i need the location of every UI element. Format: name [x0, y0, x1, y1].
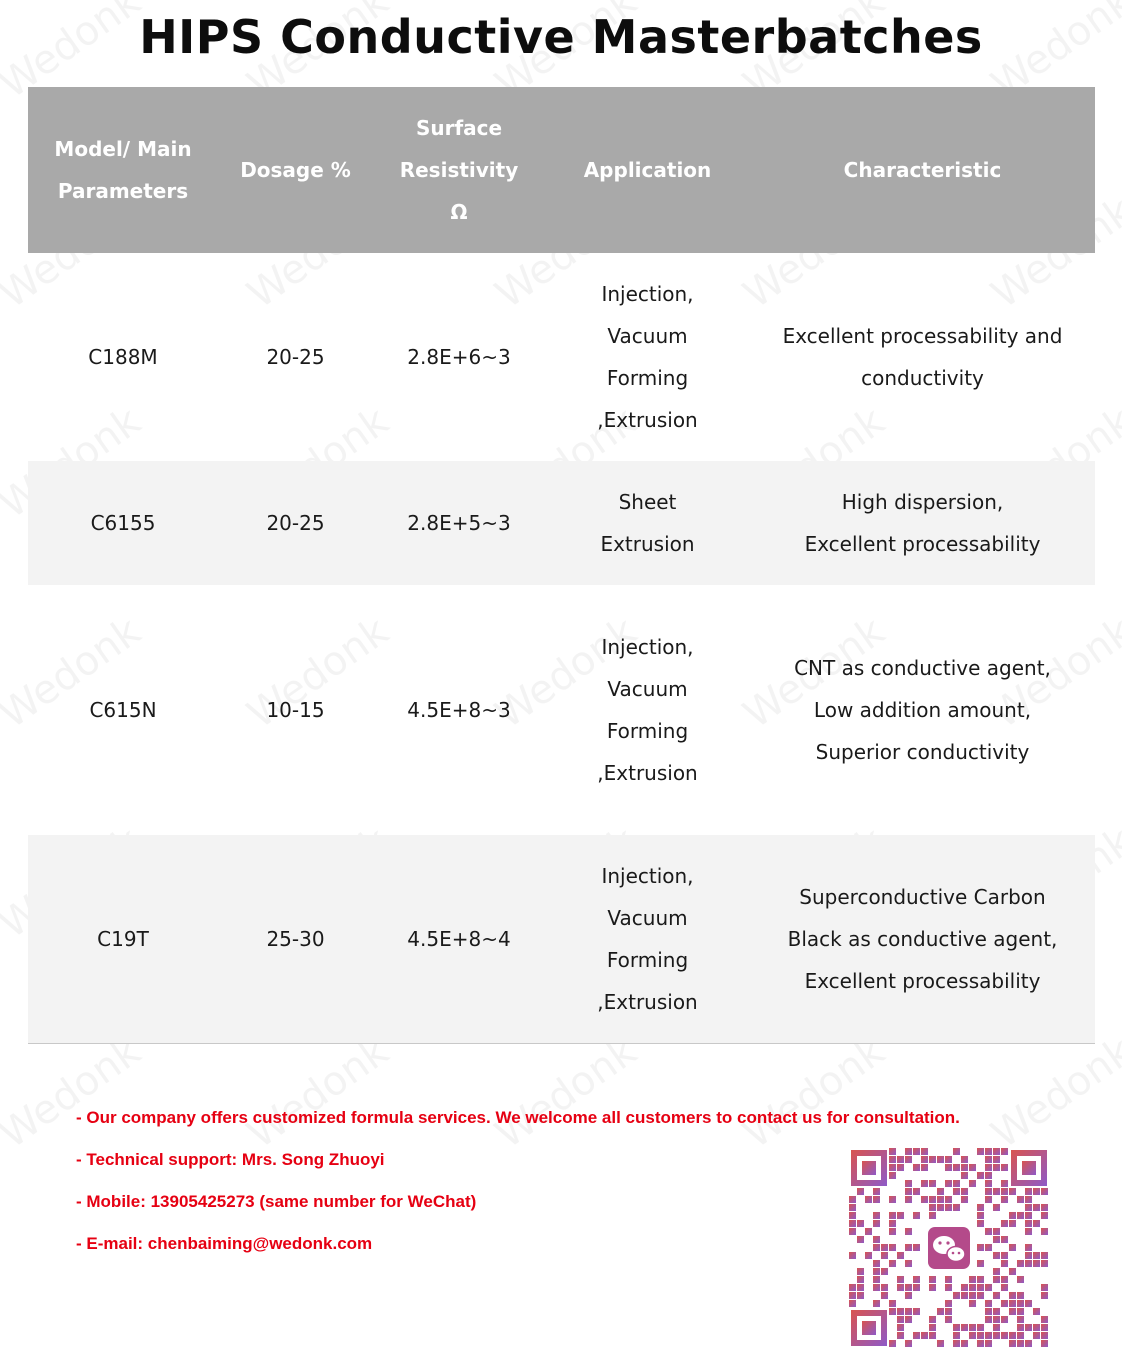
qr-module: [889, 1212, 896, 1219]
qr-module: [913, 1308, 920, 1315]
qr-module: [1017, 1212, 1024, 1219]
qr-module: [1001, 1316, 1008, 1323]
qr-module: [945, 1156, 952, 1163]
qr-module: [881, 1268, 888, 1275]
header-application: Application: [583, 158, 712, 182]
qr-module: [1001, 1252, 1008, 1259]
qr-module: [969, 1284, 976, 1291]
qr-module: [977, 1244, 984, 1251]
qr-module: [961, 1284, 968, 1291]
qr-module: [961, 1292, 968, 1299]
qr-module: [1041, 1284, 1048, 1291]
qr-module: [1001, 1220, 1008, 1227]
watermark-text: [983, 1028, 1122, 1158]
qr-module: [1041, 1332, 1048, 1339]
qr-module: [929, 1156, 936, 1163]
qr-module: [1001, 1284, 1008, 1291]
qr-module: [937, 1340, 944, 1347]
qr-module: [1033, 1220, 1040, 1227]
qr-module: [913, 1148, 920, 1155]
qr-module: [1017, 1316, 1024, 1323]
qr-module: [1025, 1228, 1032, 1235]
qr-module: [905, 1284, 912, 1291]
qr-module: [1001, 1276, 1008, 1283]
qr-module: [1009, 1220, 1016, 1227]
qr-module: [1033, 1188, 1040, 1195]
qr-module: [953, 1188, 960, 1195]
qr-module: [985, 1164, 992, 1171]
qr-module: [921, 1332, 928, 1339]
qr-module: [929, 1276, 936, 1283]
table-row: [28, 585, 1095, 835]
qr-module: [897, 1156, 904, 1163]
qr-module: [1017, 1308, 1024, 1315]
qr-module: [1041, 1204, 1048, 1211]
qr-module: [1041, 1340, 1048, 1347]
qr-module: [937, 1308, 944, 1315]
cell-application: Sheet Extrusion: [600, 490, 695, 556]
cell-model: C188M: [88, 345, 158, 369]
qr-module: [929, 1196, 936, 1203]
qr-module: [897, 1324, 904, 1331]
qr-module: [1025, 1260, 1032, 1267]
qr-module: [985, 1316, 992, 1323]
qr-module: [977, 1324, 984, 1331]
qr-module: [1009, 1308, 1016, 1315]
qr-module: [929, 1316, 936, 1323]
qr-module: [1025, 1244, 1032, 1251]
qr-module: [865, 1228, 872, 1235]
qr-module: [961, 1196, 968, 1203]
qr-module: [857, 1284, 864, 1291]
cell-resistivity: 4.5E+8~4: [407, 927, 511, 951]
qr-module: [937, 1196, 944, 1203]
note-technical-support: - Technical support: Mrs. Song Zhuoyi: [76, 1150, 385, 1169]
qr-module: [945, 1204, 952, 1211]
qr-module: [993, 1308, 1000, 1315]
qr-module: [1025, 1188, 1032, 1195]
qr-module: [873, 1220, 880, 1227]
qr-module: [905, 1188, 912, 1195]
qr-module: [1041, 1316, 1048, 1323]
qr-module: [897, 1212, 904, 1219]
qr-module: [921, 1164, 928, 1171]
qr-module: [849, 1212, 856, 1219]
cell-dosage: 25-30: [266, 927, 325, 951]
qr-module: [873, 1276, 880, 1283]
qr-module: [993, 1236, 1000, 1243]
cell-characteristic: Superconductive Carbon Black as conductive agent, Excellent processability: [787, 885, 1058, 993]
qr-module: [953, 1340, 960, 1347]
qr-module: [985, 1308, 992, 1315]
qr-module: [945, 1284, 952, 1291]
qr-module: [993, 1156, 1000, 1163]
qr-module: [921, 1180, 928, 1187]
qr-module: [849, 1300, 856, 1307]
header-model: Model/ Main Parameters: [54, 137, 192, 203]
table-header-row: [28, 87, 1095, 253]
wechat-icon: [925, 1224, 973, 1272]
qr-module: [1001, 1260, 1008, 1267]
qr-module: [857, 1220, 864, 1227]
qr-module: [905, 1308, 912, 1315]
qr-module: [945, 1180, 952, 1187]
header-characteristic: Characteristic: [843, 158, 1002, 182]
qr-module: [993, 1292, 1000, 1299]
qr-module: [1041, 1324, 1048, 1331]
qr-module: [945, 1308, 952, 1315]
qr-module: [961, 1324, 968, 1331]
qr-module: [945, 1196, 952, 1203]
qr-module: [905, 1260, 912, 1267]
cell-model: C6155: [90, 511, 156, 535]
qr-module: [873, 1268, 880, 1275]
qr-module: [1041, 1252, 1048, 1259]
qr-module: [945, 1276, 952, 1283]
qr-module: [985, 1188, 992, 1195]
note-email[interactable]: - E-mail: chenbaiming@wedonk.com: [76, 1234, 373, 1253]
qr-module: [961, 1188, 968, 1195]
qr-module: [929, 1212, 936, 1219]
qr-module: [1017, 1196, 1024, 1203]
qr-module: [953, 1148, 960, 1155]
qr-module: [993, 1204, 1000, 1211]
qr-module: [985, 1196, 992, 1203]
cell-model: C615N: [89, 698, 157, 722]
qr-module: [953, 1164, 960, 1171]
qr-module: [849, 1284, 856, 1291]
qr-module: [849, 1220, 856, 1227]
qr-module: [929, 1284, 936, 1291]
wechat-qr-code: [849, 1148, 1049, 1348]
qr-module: [993, 1228, 1000, 1235]
qr-module: [913, 1332, 920, 1339]
qr-module: [1041, 1260, 1048, 1267]
qr-module: [905, 1180, 912, 1187]
qr-module: [1001, 1196, 1008, 1203]
cell-model: C19T: [97, 927, 149, 951]
qr-module: [945, 1316, 952, 1323]
cell-resistivity: 2.8E+6~3: [407, 345, 511, 369]
qr-module: [985, 1228, 992, 1235]
cell-application: Injection, Vacuum Forming ,Extrusion: [597, 864, 698, 1014]
spec-table: [28, 87, 1095, 1044]
qr-module: [873, 1236, 880, 1243]
qr-module: [881, 1292, 888, 1299]
qr-module: [993, 1268, 1000, 1275]
qr-module: [985, 1244, 992, 1251]
qr-module: [977, 1212, 984, 1219]
qr-module: [969, 1324, 976, 1331]
qr-module: [905, 1316, 912, 1323]
qr-module: [873, 1300, 880, 1307]
qr-module: [985, 1332, 992, 1339]
qr-module: [913, 1276, 920, 1283]
qr-module: [1009, 1332, 1016, 1339]
qr-module: [977, 1276, 984, 1283]
qr-module: [897, 1316, 904, 1323]
qr-module: [1001, 1300, 1008, 1307]
qr-module: [977, 1220, 984, 1227]
qr-module: [897, 1252, 904, 1259]
qr-module: [889, 1340, 896, 1347]
qr-module: [1017, 1292, 1024, 1299]
qr-module: [1009, 1268, 1016, 1275]
qr-module: [993, 1252, 1000, 1259]
qr-module: [889, 1260, 896, 1267]
qr-module: [905, 1292, 912, 1299]
cell-dosage: 10-15: [266, 698, 325, 722]
qr-module: [873, 1260, 880, 1267]
qr-module: [857, 1292, 864, 1299]
qr-module: [849, 1196, 856, 1203]
qr-module: [881, 1284, 888, 1291]
qr-module: [953, 1324, 960, 1331]
qr-module: [929, 1180, 936, 1187]
qr-module: [905, 1148, 912, 1155]
qr-module: [889, 1148, 896, 1155]
qr-module: [913, 1188, 920, 1195]
qr-module: [1009, 1340, 1016, 1347]
qr-module: [889, 1196, 896, 1203]
qr-module: [945, 1164, 952, 1171]
qr-module: [977, 1340, 984, 1347]
qr-module: [1017, 1260, 1024, 1267]
qr-module: [889, 1172, 896, 1179]
qr-module: [985, 1300, 992, 1307]
qr-module: [921, 1156, 928, 1163]
qr-module: [1001, 1188, 1008, 1195]
qr-module: [969, 1292, 976, 1299]
qr-module: [1009, 1212, 1016, 1219]
cell-dosage: 20-25: [266, 511, 325, 535]
qr-module: [889, 1156, 896, 1163]
qr-module: [1041, 1292, 1048, 1299]
qr-module: [985, 1148, 992, 1155]
qr-module: [977, 1332, 984, 1339]
qr-module: [1025, 1340, 1032, 1347]
cell-dosage: 20-25: [266, 345, 325, 369]
qr-module: [857, 1268, 864, 1275]
qr-module: [897, 1308, 904, 1315]
qr-module: [1025, 1220, 1032, 1227]
qr-module: [1033, 1252, 1040, 1259]
qr-module: [961, 1172, 968, 1179]
qr-module: [1025, 1252, 1032, 1259]
qr-module: [937, 1156, 944, 1163]
qr-module: [1017, 1300, 1024, 1307]
qr-module: [1001, 1180, 1008, 1187]
qr-module: [953, 1332, 960, 1339]
header-dosage: Dosage %: [240, 158, 351, 182]
page-title: HIPS Conductive Masterbatches: [139, 10, 983, 64]
qr-module: [849, 1292, 856, 1299]
qr-module: [905, 1156, 912, 1163]
qr-module: [985, 1156, 992, 1163]
qr-module: [969, 1300, 976, 1307]
qr-module: [1041, 1188, 1048, 1195]
qr-module: [953, 1180, 960, 1187]
qr-module: [993, 1324, 1000, 1331]
qr-module: [889, 1300, 896, 1307]
cell-resistivity: 4.5E+8~3: [407, 698, 511, 722]
note-mobile: - Mobile: 13905425273 (same number for WeChat): [76, 1192, 477, 1211]
qr-module: [945, 1300, 952, 1307]
qr-module: [969, 1332, 976, 1339]
qr-module: [849, 1204, 856, 1211]
qr-module: [969, 1180, 976, 1187]
qr-module: [969, 1276, 976, 1283]
qr-module: [929, 1332, 936, 1339]
qr-module: [1001, 1148, 1008, 1155]
qr-module: [857, 1236, 864, 1243]
qr-module: [1017, 1324, 1024, 1331]
qr-module: [1001, 1164, 1008, 1171]
qr-module: [881, 1252, 888, 1259]
qr-module: [905, 1196, 912, 1203]
qr-module: [1041, 1228, 1048, 1235]
qr-module: [873, 1244, 880, 1251]
qr-module: [889, 1220, 896, 1227]
qr-module: [1025, 1204, 1032, 1211]
qr-module: [1025, 1300, 1032, 1307]
table-row: [28, 253, 1095, 461]
table-row: [28, 835, 1095, 1043]
qr-module: [953, 1204, 960, 1211]
qr-module: [849, 1252, 856, 1259]
qr-module: [1025, 1324, 1032, 1331]
qr-module: [873, 1212, 880, 1219]
qr-module: [857, 1276, 864, 1283]
qr-module: [1009, 1300, 1016, 1307]
qr-module: [1009, 1244, 1016, 1251]
qr-module: [849, 1228, 856, 1235]
qr-module: [961, 1156, 968, 1163]
qr-module: [913, 1164, 920, 1171]
qr-module: [865, 1252, 872, 1259]
qr-module: [889, 1228, 896, 1235]
qr-module: [937, 1204, 944, 1211]
qr-module: [993, 1316, 1000, 1323]
qr-module: [977, 1260, 984, 1267]
qr-module: [905, 1244, 912, 1251]
qr-module: [1017, 1276, 1024, 1283]
qr-module: [905, 1228, 912, 1235]
qr-module: [1009, 1188, 1016, 1195]
cell-application: Injection, Vacuum Forming ,Extrusion: [597, 282, 698, 432]
qr-module: [873, 1188, 880, 1195]
qr-module: [1009, 1292, 1016, 1299]
cell-characteristic: CNT as conductive agent, Low addition amount, Superior conductivity: [794, 656, 1051, 764]
qr-module: [993, 1148, 1000, 1155]
qr-module: [897, 1276, 904, 1283]
qr-module: [993, 1188, 1000, 1195]
qr-module: [985, 1180, 992, 1187]
qr-module: [985, 1172, 992, 1179]
qr-module: [921, 1196, 928, 1203]
qr-module: [857, 1188, 864, 1195]
qr-module: [897, 1284, 904, 1291]
contact-notes: [76, 1097, 960, 1265]
qr-module: [889, 1244, 896, 1251]
qr-module: [993, 1332, 1000, 1339]
qr-module: [889, 1164, 896, 1171]
qr-module: [985, 1340, 992, 1347]
qr-module: [1033, 1324, 1040, 1331]
cell-characteristic: Excellent processability and conductivity: [782, 324, 1063, 390]
qr-module: [913, 1244, 920, 1251]
cell-application: Injection, Vacuum Forming ,Extrusion: [597, 635, 698, 785]
qr-module: [1001, 1236, 1008, 1243]
qr-module: [1025, 1212, 1032, 1219]
qr-module: [921, 1148, 928, 1155]
qr-module: [881, 1244, 888, 1251]
qr-module: [961, 1340, 968, 1347]
table-row: [28, 461, 1095, 585]
qr-module: [913, 1212, 920, 1219]
qr-module: [977, 1284, 984, 1291]
note-customized-formula: - Our company offers customized formula services. We welcome all customers to contact us for consultation.: [76, 1108, 960, 1127]
qr-module: [993, 1164, 1000, 1171]
qr-module: [897, 1332, 904, 1339]
qr-module: [937, 1188, 944, 1195]
qr-module: [889, 1308, 896, 1315]
qr-module: [1033, 1204, 1040, 1211]
qr-module: [1017, 1332, 1024, 1339]
header-resistivity: Surface Resistivity Ω: [399, 116, 519, 224]
qr-module: [1033, 1332, 1040, 1339]
qr-module: [865, 1196, 872, 1203]
qr-module: [1033, 1260, 1040, 1267]
qr-module: [1017, 1340, 1024, 1347]
qr-module: [977, 1204, 984, 1211]
qr-module: [977, 1172, 984, 1179]
qr-module: [929, 1324, 936, 1331]
qr-module: [913, 1284, 920, 1291]
qr-module: [1025, 1196, 1032, 1203]
cell-resistivity: 2.8E+5~3: [407, 511, 511, 535]
qr-module: [993, 1276, 1000, 1283]
qr-module: [873, 1196, 880, 1203]
qr-module: [969, 1164, 976, 1171]
qr-module: [961, 1164, 968, 1171]
qr-module: [873, 1284, 880, 1291]
qr-module: [1041, 1212, 1048, 1219]
qr-module: [1001, 1332, 1008, 1339]
qr-module: [977, 1292, 984, 1299]
qr-module: [1033, 1308, 1040, 1315]
qr-module: [897, 1164, 904, 1171]
qr-module: [929, 1204, 936, 1211]
qr-module: [905, 1340, 912, 1347]
cell-characteristic: High dispersion, Excellent processability: [804, 490, 1041, 556]
qr-module: [977, 1148, 984, 1155]
qr-module: [985, 1284, 992, 1291]
qr-module: [953, 1292, 960, 1299]
